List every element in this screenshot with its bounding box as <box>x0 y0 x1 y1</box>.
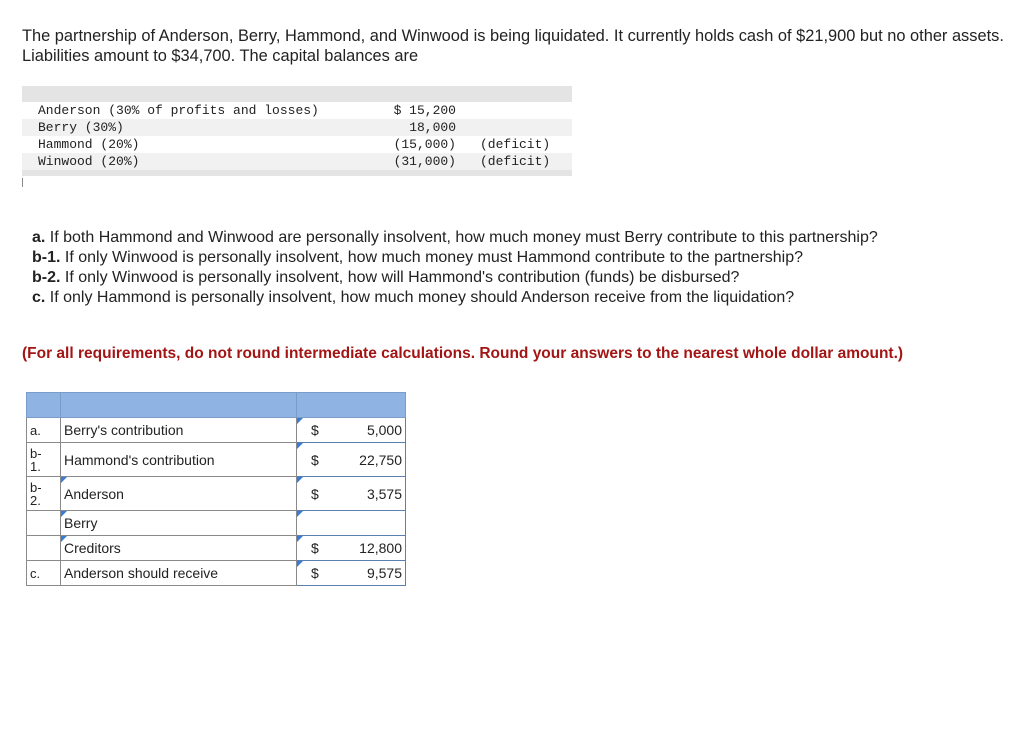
part-label <box>27 511 61 536</box>
question-b2 <box>32 268 878 288</box>
problem-intro: The partnership of Anderson, Berry, Hammond, and Winwood is being liquidated. It currently holds cash of $21,900 but no other assets. Liabilities amount to $34,700. The capital balances are <box>22 27 1004 65</box>
answer-header-row <box>27 393 406 418</box>
answer-input-anderson[interactable] <box>297 477 406 511</box>
partner-name: Anderson (30% of profits and losses) <box>38 103 319 118</box>
answer-label: Creditors <box>64 540 121 556</box>
answer-input-hammond-contribution[interactable] <box>297 443 406 477</box>
currency-symbol: $ <box>311 485 319 502</box>
partner-name: Berry (30%) <box>38 120 124 135</box>
answer-row-b2-berry <box>27 511 406 536</box>
flag-marker-icon <box>297 477 303 483</box>
capital-row-berry <box>22 119 572 136</box>
answer-label: Berry's contribution <box>61 418 297 443</box>
partner-name: Winwood (20%) <box>38 154 140 169</box>
capital-row-anderson <box>22 102 572 119</box>
answer-value: 3,575 <box>366 485 402 502</box>
table-edge-tick <box>22 178 23 187</box>
question-label: b-2. <box>32 269 61 286</box>
question-label: a. <box>32 229 46 246</box>
part-label: b- 2. <box>27 477 61 511</box>
flag-marker-icon <box>61 477 67 483</box>
answer-row-b2-anderson <box>27 477 406 511</box>
question-b1 <box>32 248 878 268</box>
answer-row-b1 <box>27 443 406 477</box>
part-label <box>27 536 61 561</box>
flag-marker-icon <box>297 536 303 542</box>
currency-symbol: $ <box>311 565 319 581</box>
answer-input-creditors[interactable] <box>297 536 406 561</box>
currency-symbol: $ <box>311 451 319 468</box>
answer-label: Hammond's contribution <box>61 443 297 477</box>
flag-marker-icon <box>297 511 303 517</box>
answer-value: 5,000 <box>366 422 402 438</box>
question-text: If only Winwood is personally insolvent, how much money must Hammond contribute to the partnership? <box>60 249 804 266</box>
rounding-instruction: (For all requirements, do not round intermediate calculations. Round your answers to the nearest whole dollar amount.) <box>22 345 904 362</box>
answer-input-anderson-receive[interactable] <box>297 561 406 586</box>
flag-marker-icon <box>61 511 67 517</box>
answer-label-select[interactable] <box>61 511 297 536</box>
currency-symbol: $ <box>311 422 319 438</box>
capital-row-winwood <box>22 153 572 170</box>
answer-value: 22,750 <box>359 451 402 468</box>
answer-input-berry-contribution[interactable] <box>297 418 406 443</box>
question-text: If only Winwood is personally insolvent, how will Hammond's contribution (funds) be disbursed? <box>60 269 740 286</box>
capital-amount: (31,000) <box>393 154 456 169</box>
answer-label-select[interactable] <box>61 477 297 511</box>
capital-amount: $ 15,200 <box>393 103 456 118</box>
capital-amount: (15,000) <box>393 137 456 152</box>
answer-row-c <box>27 561 406 586</box>
question-c <box>32 288 878 308</box>
partner-name: Hammond (20%) <box>38 137 140 152</box>
answer-table <box>26 392 406 586</box>
flag-marker-icon <box>297 443 303 449</box>
answer-input-berry[interactable] <box>297 511 406 536</box>
capital-amount: 18,000 <box>409 120 456 135</box>
answer-label: Anderson <box>64 485 124 502</box>
answer-row-a <box>27 418 406 443</box>
part-label: a. <box>27 418 61 443</box>
currency-symbol: $ <box>311 540 319 556</box>
flag-marker-icon <box>297 561 303 567</box>
question-a <box>32 228 878 248</box>
capital-note: (deficit) <box>480 137 551 152</box>
answer-label: Anderson should receive <box>61 561 297 586</box>
flag-marker-icon <box>297 418 303 424</box>
part-label: c. <box>27 561 61 586</box>
capital-balances-table <box>22 86 572 176</box>
questions-list <box>32 228 878 308</box>
answer-label: Berry <box>64 515 98 531</box>
part-label: b- 1. <box>27 443 61 477</box>
answer-row-b2-creditors <box>27 536 406 561</box>
question-text: If only Hammond is personally insolvent, how much money should Anderson receive from the liquidation? <box>45 289 795 306</box>
question-text: If both Hammond and Winwood are personally insolvent, how much money must Berry contribute to this partnership? <box>45 229 878 246</box>
flag-marker-icon <box>61 536 67 542</box>
answer-value: 12,800 <box>359 540 402 556</box>
question-label: b-1. <box>32 249 61 266</box>
answer-label-select[interactable] <box>61 536 297 561</box>
question-label: c. <box>32 289 46 306</box>
capital-note: (deficit) <box>480 154 551 169</box>
capital-row-hammond <box>22 136 572 153</box>
answer-value: 9,575 <box>366 565 402 581</box>
